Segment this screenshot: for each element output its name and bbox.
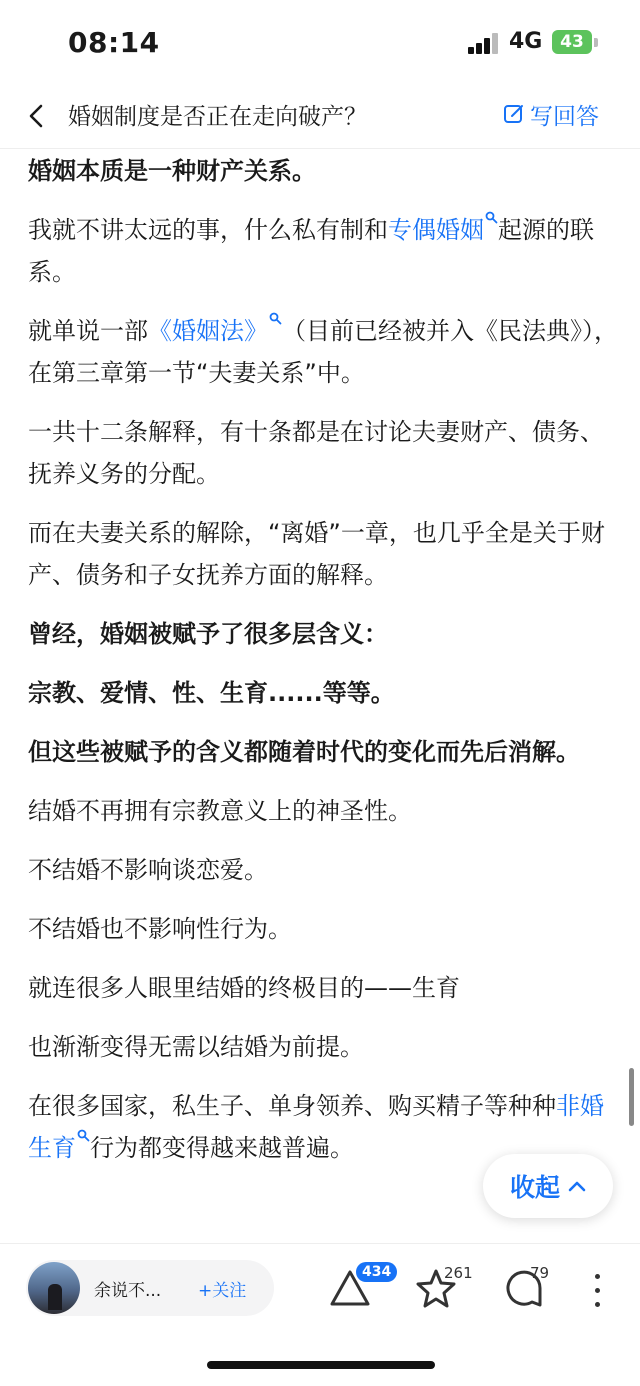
edit-icon (502, 102, 526, 126)
search-link-marriage-law[interactable] (148, 317, 282, 345)
back-arrow-icon[interactable] (20, 98, 56, 134)
comment-count: 79 (530, 1264, 550, 1282)
paragraph-text: 在很多国家，私生子、单身领养、购买精子等种种 (28, 1092, 556, 1120)
write-answer-button[interactable] (502, 96, 599, 132)
search-link-monogamy[interactable] (388, 216, 498, 244)
author-chip[interactable] (26, 1260, 274, 1316)
paragraph: 结婚不再拥有宗教意义上的神圣性。 (28, 797, 412, 825)
collapse-label: 收起 (509, 1173, 560, 1202)
search-magnifier-icon (269, 312, 282, 325)
follow-button[interactable]: +关注 (198, 1281, 247, 1301)
chevron-up-icon (568, 1180, 586, 1192)
battery-icon: 43 (552, 30, 592, 54)
nav-header (0, 86, 640, 149)
avatar[interactable] (28, 1262, 80, 1314)
paragraph: 而在夫妻关系的解除，“离婚”一章，也几乎全是关于财产、债务和子女抚养方面的解释。 (28, 519, 605, 589)
link-text: 专偶婚姻 (388, 216, 484, 244)
paragraph: 一共十二条解释，有十条都是在讨论夫妻财产、债务、抚养义务的分配。 (28, 418, 604, 488)
paragraph: 也渐渐变得无需以结婚为前提。 (28, 1033, 364, 1061)
link-text: 非婚生育 (28, 1092, 604, 1162)
more-dots-icon[interactable] (592, 1274, 602, 1308)
paragraph: 就连很多人眼里结婚的终极目的——生育 (28, 974, 460, 1002)
paragraph (28, 310, 618, 394)
question-title[interactable]: 婚姻制度是否正在走向破产？ (68, 104, 367, 130)
network-type: 4G (509, 29, 543, 54)
paragraph-text: 起源的联系。 (28, 216, 594, 286)
paragraph-text: （目前已经被并入《民法典》），在第三章第一节“夫妻关系”中。 (28, 317, 618, 387)
paragraph-text: 行为都变得越来越普遍。 (90, 1134, 354, 1162)
favorite-count: 261 (444, 1264, 473, 1282)
search-magnifier-icon (77, 1129, 90, 1142)
paragraph: 宗教、爱情、性、生育......等等。 (28, 679, 395, 707)
paragraph: 不结婚不影响谈恋爱。 (28, 856, 268, 884)
paragraph-text: 就单说一部 (28, 317, 148, 345)
home-indicator (207, 1361, 435, 1369)
signal-icon (468, 32, 500, 54)
paragraph: 曾经，婚姻被赋予了很多层含义： (28, 620, 388, 648)
paragraph: 但这些被赋予的含义都随着时代的变化而先后消解。 (28, 738, 580, 766)
battery-tip (594, 38, 598, 47)
write-answer-label: 写回答 (530, 103, 599, 130)
answer-content (28, 150, 618, 1186)
scrollbar[interactable] (629, 1068, 634, 1126)
paragraph (28, 209, 618, 293)
paragraph: 不结婚也不影响性行为。 (28, 915, 292, 943)
upvote-count-badge: 434 (356, 1262, 397, 1282)
author-name[interactable]: 余说不... (94, 1281, 162, 1301)
search-magnifier-icon (485, 211, 498, 224)
paragraph-text: 我就不讲太远的事，什么私有制和 (28, 216, 388, 244)
status-time: 08:14 (68, 26, 160, 59)
link-text: 《婚姻法》 (148, 317, 268, 345)
paragraph: 婚姻本质是一种财产关系。 (28, 157, 316, 185)
status-bar (0, 0, 640, 86)
collapse-button[interactable] (483, 1154, 613, 1218)
